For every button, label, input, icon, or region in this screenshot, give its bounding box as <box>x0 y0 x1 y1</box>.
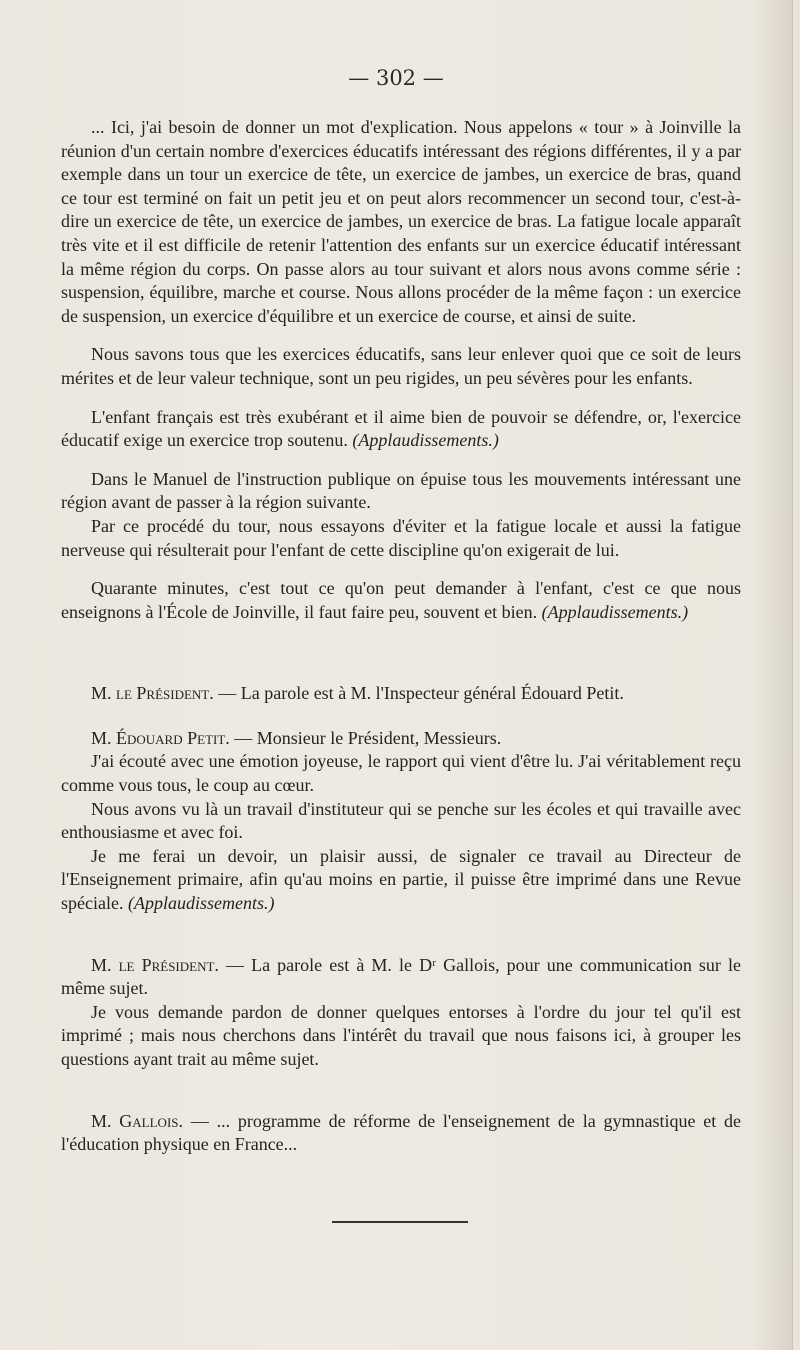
paragraph <box>61 406 741 453</box>
speaker-name: M. le Président. <box>91 954 219 975</box>
speaker-paragraph <box>61 954 741 1001</box>
speaker-paragraph <box>61 682 741 706</box>
paragraph-text: Par ce procédé du tour, nous essayons d'éviter et la fatigue locale et aussi la fatigue nerveuse qui résulterait pour l'enfant de cette discipline qu'on exigerait de lui. <box>61 515 741 560</box>
applause-note: (Applaudissements.) <box>541 601 689 622</box>
paragraph-text: Nous savons tous que les exercices éducatifs, sans leur enlever quoi que ce soit de leurs mérites et de leur valeur technique, sont un peu rigides, un peu sévères pour les enfants. <box>61 344 741 388</box>
paragraph <box>61 845 741 916</box>
paragraph-text: Je me ferai un devoir, un plaisir aussi, de signaler ce travail au Directeur de l'Enseignement primaire, afin qu'au moins en partie, il puisse être imprimé dans une Revue spéciale. <box>61 845 741 914</box>
speaker-paragraph <box>61 1110 741 1157</box>
applause-note: (Applaudissements.) <box>352 430 499 451</box>
end-rule <box>332 1221 468 1223</box>
paragraph-text: J'ai écouté avec une émotion joyeuse, le rapport qui vient d'être lu. J'ai véritablement reçu comme vous tous, le coup au cœur. <box>61 751 741 796</box>
paragraph-text: — La parole est à M. le Dʳ Gallois, pour une communication sur le même sujet. <box>61 954 741 999</box>
paragraph-text: Je vous demande pardon de donner quelques entorses à l'ordre du jour tel qu'il est imprimé ; mais nous cherchons dans l'intérêt du travail que nous faisons ici, à grouper les questions ayant trait au même sujet. <box>61 1001 741 1069</box>
paragraph-text: — Monsieur le Président, Messieurs. <box>234 727 502 748</box>
paragraph <box>61 515 741 562</box>
speaker-name: M. le Président. <box>91 683 214 704</box>
paragraph <box>61 468 741 515</box>
speaker-paragraph <box>61 727 741 751</box>
paragraph <box>61 750 741 797</box>
page-number: — 302 — <box>348 66 444 90</box>
speaker-name: M. Édouard Petit. <box>91 727 230 748</box>
paragraph <box>61 577 741 624</box>
paragraph-text: Quarante minutes, c'est tout ce qu'on peut demander à l'enfant, c'est ce que nous enseignons à l'École de Joinville, il faut faire peu, souvent et bien. <box>61 578 741 622</box>
paragraph <box>61 343 741 390</box>
document-body <box>61 116 741 1157</box>
paragraph-text: L'enfant français est très exubérant et il aime bien de pouvoir se défendre, or, l'exercice éducatif exige un exercice trop soutenu. <box>61 406 741 451</box>
speaker-name: M. Gallois. <box>91 1110 184 1131</box>
paragraph <box>61 116 741 328</box>
paragraph-text: Nous avons vu là un travail d'instituteur qui se penche sur les écoles et qui travaille avec enthousiasme et avec foi. <box>61 798 741 843</box>
paragraph-text: ... Ici, j'ai besoin de donner un mot d'explication. Nous appelons « tour » à Joinville la réunion d'un certain nombre d'exercices éducatifs intéressant des régions différentes, il y a par exemple dans un tour un exercice de tête, un exercice de jambes, un exercice de bras, quand ce tour est terminé on fait un petit jeu et on peut alors recommencer un second tour, c'est-à-dire un exercice de tête, un exercice de jambes, un exercice de bras. La fatigue locale apparaît très vite et il est difficile de retenir l'attention des enfants sur un exercice éducatif intéressant la même région du corps. On passe alors au tour suivant et alors nous avons comme série : suspension, équilibre, marche et course. Nous allons procéder de la même façon : un exercice de suspension, un exercice d'équilibre et un exercice de course, et ainsi de suite. <box>61 117 741 326</box>
paragraph <box>61 798 741 845</box>
paragraph <box>61 1001 741 1072</box>
paragraph-text: — ... programme de réforme de l'enseignement de la gymnastique et de l'éducation physique en France... <box>61 1110 741 1155</box>
paragraph-text: — La parole est à M. l'Inspecteur général Édouard Petit. <box>218 683 624 704</box>
applause-note: (Applaudissements.) <box>127 893 275 914</box>
paragraph-text: Dans le Manuel de l'instruction publique on épuise tous les mouvements intéressant une région avant de passer à la région suivante. <box>61 468 741 513</box>
